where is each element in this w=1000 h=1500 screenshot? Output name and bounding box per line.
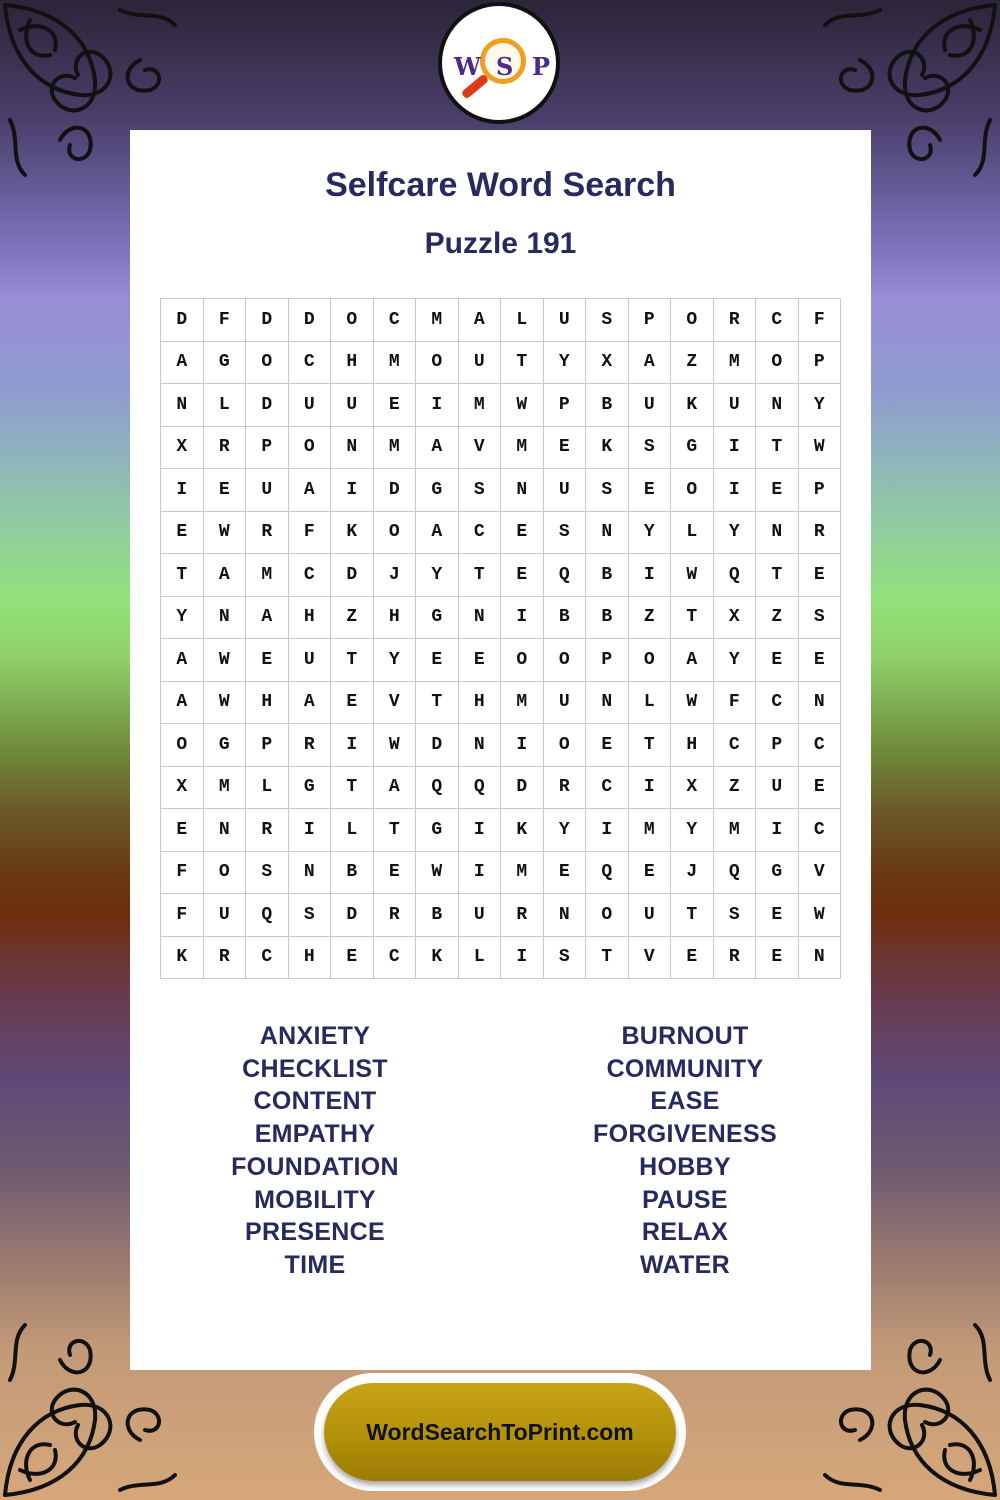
grid-cell[interactable]: S xyxy=(246,852,289,895)
word-list-item: CONTENT xyxy=(253,1087,377,1116)
grid-cell[interactable]: P xyxy=(586,639,629,682)
grid-cell[interactable]: F xyxy=(714,682,757,725)
grid-cell[interactable]: U xyxy=(714,384,757,427)
grid-cell[interactable]: K xyxy=(586,427,629,470)
grid-cell[interactable]: E xyxy=(586,724,629,767)
grid-cell[interactable]: F xyxy=(204,299,247,342)
word-list-item: ANXIETY xyxy=(259,1022,371,1050)
grid-cell[interactable]: A xyxy=(161,682,204,725)
grid-cell[interactable]: O xyxy=(161,724,204,767)
grid-cell[interactable]: I xyxy=(756,809,799,852)
grid-cell[interactable]: S xyxy=(714,894,757,937)
word-list-item: FORGIVENESS xyxy=(593,1120,777,1149)
grid-cell[interactable]: U xyxy=(544,469,587,512)
grid-cell[interactable]: J xyxy=(374,554,417,597)
grid-cell[interactable]: D xyxy=(374,469,417,512)
grid-cell[interactable]: K xyxy=(671,384,714,427)
grid-cell[interactable]: W xyxy=(671,682,714,725)
grid-cell[interactable]: Q xyxy=(586,852,629,895)
grid-cell[interactable]: M xyxy=(501,852,544,895)
grid-cell[interactable]: C xyxy=(586,767,629,810)
grid-cell[interactable]: W xyxy=(204,512,247,555)
grid-cell[interactable]: E xyxy=(756,639,799,682)
grid-cell[interactable]: Y xyxy=(544,342,587,385)
grid-cell[interactable]: D xyxy=(501,767,544,810)
grid-cell[interactable]: I xyxy=(331,724,374,767)
word-list-left xyxy=(130,1020,500,1282)
grid-cell[interactable]: Y xyxy=(161,597,204,640)
grid-cell[interactable]: U xyxy=(246,469,289,512)
grid-cell[interactable]: D xyxy=(331,894,374,937)
grid-cell[interactable]: I xyxy=(501,724,544,767)
word-list-item: BURNOUT xyxy=(621,1022,749,1050)
grid-cell[interactable]: T xyxy=(629,724,672,767)
logo-badge xyxy=(442,6,556,120)
grid-cell[interactable]: U xyxy=(459,894,502,937)
grid-cell[interactable]: M xyxy=(629,809,672,852)
grid-cell[interactable]: X xyxy=(714,597,757,640)
logo-letter-p: P xyxy=(532,52,551,81)
word-list-item: PRESENCE xyxy=(245,1218,385,1247)
grid-cell[interactable]: N xyxy=(586,682,629,725)
grid-cell[interactable]: Z xyxy=(714,767,757,810)
grid-cell[interactable]: S xyxy=(544,512,587,555)
logo-letter-w: W xyxy=(454,52,481,81)
word-list-item: EMPATHY xyxy=(254,1120,376,1149)
grid-cell[interactable]: I xyxy=(629,554,672,597)
grid-cell[interactable]: C xyxy=(289,554,332,597)
grid-cell[interactable]: W xyxy=(799,894,842,937)
grid-cell[interactable]: Y xyxy=(544,809,587,852)
grid-cell[interactable]: Z xyxy=(671,342,714,385)
word-list-item: FOUNDATION xyxy=(231,1152,399,1181)
grid-cell[interactable]: E xyxy=(374,852,417,895)
grid-cell[interactable]: P xyxy=(246,724,289,767)
grid-cell[interactable]: L xyxy=(671,512,714,555)
word-list-item: HOBBY xyxy=(639,1152,731,1181)
grid-cell[interactable]: S xyxy=(459,469,502,512)
grid-cell[interactable]: E xyxy=(374,384,417,427)
grid-cell[interactable]: R xyxy=(289,724,332,767)
grid-cell[interactable]: R xyxy=(714,937,757,980)
grid-cell[interactable]: Y xyxy=(671,809,714,852)
grid-cell[interactable]: F xyxy=(289,512,332,555)
grid-cell[interactable]: T xyxy=(671,894,714,937)
word-list-item: TIME xyxy=(284,1250,346,1279)
grid-cell[interactable]: W xyxy=(799,427,842,470)
grid-cell[interactable]: R xyxy=(246,809,289,852)
grid-cell[interactable]: N xyxy=(289,852,332,895)
grid-cell[interactable]: P xyxy=(629,299,672,342)
grid-cell[interactable]: R xyxy=(374,894,417,937)
grid-cell[interactable]: E xyxy=(331,937,374,980)
grid-cell[interactable]: P xyxy=(544,384,587,427)
grid-cell[interactable]: N xyxy=(459,724,502,767)
grid-cell[interactable]: T xyxy=(459,554,502,597)
grid-cell[interactable]: R xyxy=(799,512,842,555)
grid-cell[interactable]: U xyxy=(629,384,672,427)
grid-cell[interactable]: R xyxy=(204,427,247,470)
grid-cell[interactable]: W xyxy=(374,724,417,767)
grid-cell[interactable]: N xyxy=(586,512,629,555)
grid-cell[interactable]: A xyxy=(289,682,332,725)
grid-cell[interactable]: K xyxy=(161,937,204,980)
grid-cell[interactable]: M xyxy=(714,342,757,385)
grid-cell[interactable]: I xyxy=(161,469,204,512)
grid-cell[interactable]: Y xyxy=(714,512,757,555)
grid-cell[interactable]: I xyxy=(714,469,757,512)
grid-cell[interactable]: I xyxy=(629,767,672,810)
grid-cell[interactable]: R xyxy=(204,937,247,980)
grid-cell[interactable]: M xyxy=(374,342,417,385)
grid-cell[interactable]: E xyxy=(416,639,459,682)
grid-cell[interactable]: O xyxy=(374,512,417,555)
grid-cell[interactable]: W xyxy=(671,554,714,597)
grid-cell[interactable]: S xyxy=(289,894,332,937)
website-link[interactable]: WordSearchToPrint.com xyxy=(366,1418,634,1445)
grid-cell[interactable]: O xyxy=(501,639,544,682)
grid-cell[interactable]: G xyxy=(671,427,714,470)
grid-cell[interactable]: G xyxy=(756,852,799,895)
grid-cell[interactable]: P xyxy=(756,724,799,767)
grid-cell[interactable]: B xyxy=(586,597,629,640)
logo-letter-s: S xyxy=(496,52,514,81)
grid-cell[interactable]: E xyxy=(501,512,544,555)
grid-cell[interactable]: E xyxy=(799,639,842,682)
grid-cell[interactable]: Z xyxy=(629,597,672,640)
grid-cell[interactable]: U xyxy=(331,384,374,427)
grid-cell[interactable]: Q xyxy=(459,767,502,810)
grid-cell[interactable]: M xyxy=(714,809,757,852)
grid-cell[interactable]: C xyxy=(289,342,332,385)
grid-cell[interactable]: Q xyxy=(544,554,587,597)
grid-cell[interactable]: L xyxy=(501,299,544,342)
grid-cell[interactable]: B xyxy=(416,894,459,937)
grid-cell[interactable]: A xyxy=(416,512,459,555)
grid-cell[interactable]: H xyxy=(459,682,502,725)
grid-cell[interactable]: Q xyxy=(246,894,289,937)
grid-cell[interactable]: O xyxy=(416,342,459,385)
grid-cell[interactable]: C xyxy=(246,937,289,980)
grid-cell[interactable]: T xyxy=(756,554,799,597)
grid-cell[interactable]: Y xyxy=(714,639,757,682)
grid-cell[interactable]: K xyxy=(331,512,374,555)
grid-cell[interactable]: Q xyxy=(416,767,459,810)
grid-cell[interactable]: C xyxy=(459,512,502,555)
grid-cell[interactable]: E xyxy=(756,894,799,937)
grid-cell[interactable]: P xyxy=(799,342,842,385)
grid-cell[interactable]: E xyxy=(161,512,204,555)
grid-cell[interactable]: E xyxy=(671,937,714,980)
grid-cell[interactable]: E xyxy=(544,852,587,895)
grid-cell[interactable]: I xyxy=(416,384,459,427)
grid-cell[interactable]: F xyxy=(799,299,842,342)
grid-cell[interactable]: W xyxy=(204,639,247,682)
grid-cell[interactable]: O xyxy=(246,342,289,385)
grid-cell[interactable]: U xyxy=(289,384,332,427)
grid-cell[interactable]: G xyxy=(416,597,459,640)
grid-cell[interactable]: R xyxy=(501,894,544,937)
grid-cell[interactable]: X xyxy=(161,427,204,470)
grid-cell[interactable]: I xyxy=(459,852,502,895)
grid-cell[interactable]: K xyxy=(501,809,544,852)
grid-cell[interactable]: T xyxy=(756,427,799,470)
grid-cell[interactable]: N xyxy=(756,384,799,427)
grid-cell[interactable]: G xyxy=(204,724,247,767)
grid-cell[interactable]: B xyxy=(586,554,629,597)
grid-cell[interactable]: U xyxy=(544,682,587,725)
grid-cell[interactable]: A xyxy=(161,639,204,682)
grid-cell[interactable]: I xyxy=(586,809,629,852)
word-list-right xyxy=(500,1020,870,1282)
grid-cell[interactable]: O xyxy=(204,852,247,895)
grid-cell[interactable]: E xyxy=(501,554,544,597)
word-list-item: EASE xyxy=(650,1087,720,1116)
grid-cell[interactable]: S xyxy=(799,597,842,640)
website-button[interactable] xyxy=(324,1383,676,1481)
website-badge xyxy=(314,1373,686,1491)
grid-cell[interactable]: O xyxy=(544,724,587,767)
word-list-item: MOBILITY xyxy=(254,1185,376,1214)
grid-cell[interactable]: E xyxy=(629,852,672,895)
grid-cell[interactable]: F xyxy=(161,894,204,937)
grid-cell[interactable]: Y xyxy=(799,384,842,427)
word-list xyxy=(130,1020,871,1282)
grid-cell[interactable]: T xyxy=(374,809,417,852)
grid-cell[interactable]: V xyxy=(799,852,842,895)
grid-cell[interactable]: A xyxy=(416,427,459,470)
grid-cell[interactable]: C xyxy=(756,682,799,725)
grid-cell[interactable]: B xyxy=(544,597,587,640)
grid-cell[interactable]: Y xyxy=(374,639,417,682)
grid-cell[interactable]: G xyxy=(416,809,459,852)
grid-cell[interactable]: Q xyxy=(714,554,757,597)
grid-cell[interactable]: Z xyxy=(756,597,799,640)
grid-cell[interactable]: O xyxy=(671,299,714,342)
puzzle-number: Puzzle 191 xyxy=(424,227,577,260)
grid-cell[interactable]: K xyxy=(416,937,459,980)
grid-cell[interactable]: O xyxy=(629,639,672,682)
grid-cell[interactable]: R xyxy=(246,512,289,555)
word-list-item: WATER xyxy=(640,1250,730,1279)
grid-cell[interactable]: H xyxy=(331,342,374,385)
grid-cell[interactable]: A xyxy=(629,342,672,385)
grid-cell[interactable]: Y xyxy=(629,512,672,555)
grid-cell[interactable]: I xyxy=(501,937,544,980)
grid-cell[interactable]: L xyxy=(459,937,502,980)
grid-cell[interactable]: D xyxy=(331,554,374,597)
grid-cell[interactable]: O xyxy=(289,427,332,470)
grid-cell[interactable]: I xyxy=(501,597,544,640)
grid-cell[interactable]: A xyxy=(289,469,332,512)
grid-cell[interactable]: U xyxy=(289,639,332,682)
grid-cell[interactable]: N xyxy=(799,682,842,725)
grid-cell[interactable]: X xyxy=(671,767,714,810)
grid-cell[interactable]: R xyxy=(714,299,757,342)
grid-cell[interactable]: N xyxy=(331,427,374,470)
grid-cell[interactable]: O xyxy=(544,639,587,682)
grid-cell[interactable]: N xyxy=(756,512,799,555)
grid-cell[interactable]: B xyxy=(331,852,374,895)
grid-cell[interactable]: L xyxy=(246,767,289,810)
grid-cell[interactable]: N xyxy=(544,894,587,937)
grid-cell[interactable]: V xyxy=(459,427,502,470)
grid-cell[interactable]: T xyxy=(161,554,204,597)
grid-cell[interactable]: I xyxy=(289,809,332,852)
grid-cell[interactable]: P xyxy=(246,427,289,470)
grid-cell[interactable]: D xyxy=(416,724,459,767)
grid-cell[interactable]: N xyxy=(204,597,247,640)
wsp-logo[interactable] xyxy=(438,2,560,124)
grid-cell[interactable]: T xyxy=(586,937,629,980)
grid-cell[interactable]: C xyxy=(799,724,842,767)
grid-cell[interactable]: P xyxy=(799,469,842,512)
grid-cell[interactable]: F xyxy=(161,852,204,895)
grid-cell[interactable]: D xyxy=(289,299,332,342)
letter-grid xyxy=(160,298,841,979)
grid-cell[interactable]: H xyxy=(374,597,417,640)
grid-cell[interactable]: M xyxy=(204,767,247,810)
grid-cell[interactable]: C xyxy=(714,724,757,767)
grid-cell[interactable]: A xyxy=(374,767,417,810)
grid-cell[interactable]: E xyxy=(331,682,374,725)
grid-cell[interactable]: L xyxy=(331,809,374,852)
grid-cell[interactable]: G xyxy=(289,767,332,810)
grid-cell[interactable]: L xyxy=(629,682,672,725)
grid-cell[interactable]: H xyxy=(289,937,332,980)
grid-cell[interactable]: C xyxy=(374,299,417,342)
grid-cell[interactable]: S xyxy=(629,427,672,470)
grid-cell[interactable]: H xyxy=(289,597,332,640)
puzzle-card xyxy=(130,130,871,1370)
grid-cell[interactable]: Q xyxy=(714,852,757,895)
grid-cell[interactable]: N xyxy=(204,809,247,852)
grid-cell[interactable]: Y xyxy=(416,554,459,597)
grid-cell[interactable]: A xyxy=(671,639,714,682)
grid-cell[interactable]: M xyxy=(501,427,544,470)
grid-cell[interactable]: C xyxy=(756,299,799,342)
grid-cell[interactable]: A xyxy=(459,299,502,342)
grid-cell[interactable]: A xyxy=(161,342,204,385)
grid-cell[interactable]: H xyxy=(246,682,289,725)
grid-cell[interactable]: W xyxy=(416,852,459,895)
grid-cell[interactable]: T xyxy=(501,342,544,385)
grid-cell[interactable]: E xyxy=(204,469,247,512)
grid-cell[interactable]: G xyxy=(416,469,459,512)
grid-cell[interactable]: S xyxy=(586,299,629,342)
grid-cell[interactable]: A xyxy=(246,597,289,640)
grid-cell[interactable]: E xyxy=(756,469,799,512)
grid-cell[interactable]: E xyxy=(544,427,587,470)
grid-cell[interactable]: C xyxy=(374,937,417,980)
grid-cell[interactable]: A xyxy=(204,554,247,597)
grid-cell[interactable]: N xyxy=(799,937,842,980)
grid-cell[interactable]: J xyxy=(671,852,714,895)
word-list-item: RELAX xyxy=(641,1218,729,1247)
word-list-item: COMMUNITY xyxy=(606,1054,764,1083)
grid-cell[interactable]: E xyxy=(799,767,842,810)
grid-cell[interactable]: T xyxy=(416,682,459,725)
grid-cell[interactable]: I xyxy=(331,469,374,512)
grid-cell[interactable]: T xyxy=(671,597,714,640)
grid-cell[interactable]: B xyxy=(586,384,629,427)
grid-cell[interactable]: O xyxy=(586,894,629,937)
grid-cell[interactable]: M xyxy=(374,427,417,470)
grid-cell[interactable]: T xyxy=(331,767,374,810)
grid-cell[interactable]: N xyxy=(501,469,544,512)
grid-cell[interactable]: W xyxy=(501,384,544,427)
grid-cell[interactable]: U xyxy=(756,767,799,810)
grid-cell[interactable]: I xyxy=(459,809,502,852)
grid-cell[interactable]: E xyxy=(161,809,204,852)
grid-cell[interactable]: U xyxy=(204,894,247,937)
word-list-item: CHECKLIST xyxy=(242,1054,388,1083)
grid-cell[interactable]: U xyxy=(544,299,587,342)
grid-cell[interactable]: M xyxy=(246,554,289,597)
grid-cell[interactable]: E xyxy=(799,554,842,597)
grid-cell[interactable]: M xyxy=(501,682,544,725)
grid-cell[interactable]: E xyxy=(459,639,502,682)
grid-cell[interactable]: U xyxy=(629,894,672,937)
grid-cell[interactable]: E xyxy=(246,639,289,682)
grid-cell[interactable]: V xyxy=(374,682,417,725)
grid-cell[interactable]: W xyxy=(204,682,247,725)
grid-cell[interactable]: U xyxy=(459,342,502,385)
grid-cell[interactable]: D xyxy=(161,299,204,342)
grid-cell[interactable]: L xyxy=(204,384,247,427)
grid-cell[interactable]: X xyxy=(161,767,204,810)
grid-cell[interactable]: N xyxy=(161,384,204,427)
grid-cell[interactable]: N xyxy=(459,597,502,640)
grid-cell[interactable]: H xyxy=(671,724,714,767)
grid-cell[interactable]: V xyxy=(629,937,672,980)
grid-cell[interactable]: I xyxy=(714,427,757,470)
grid-cell[interactable]: E xyxy=(629,469,672,512)
grid-cell[interactable]: R xyxy=(544,767,587,810)
word-list-item: PAUSE xyxy=(642,1185,728,1214)
puzzle-title: Selfcare Word Search xyxy=(325,166,676,204)
grid-cell[interactable]: M xyxy=(416,299,459,342)
grid-cell[interactable]: M xyxy=(459,384,502,427)
grid-cell[interactable]: G xyxy=(204,342,247,385)
grid-cell[interactable]: E xyxy=(756,937,799,980)
grid-cell[interactable]: O xyxy=(756,342,799,385)
grid-cell[interactable]: T xyxy=(331,639,374,682)
grid-cell[interactable]: D xyxy=(246,299,289,342)
grid-cell[interactable]: D xyxy=(246,384,289,427)
grid-cell[interactable]: S xyxy=(586,469,629,512)
grid-cell[interactable]: X xyxy=(586,342,629,385)
grid-cell[interactable]: O xyxy=(671,469,714,512)
grid-cell[interactable]: Z xyxy=(331,597,374,640)
grid-cell[interactable]: C xyxy=(799,809,842,852)
grid-cell[interactable]: S xyxy=(544,937,587,980)
grid-cell[interactable]: O xyxy=(331,299,374,342)
